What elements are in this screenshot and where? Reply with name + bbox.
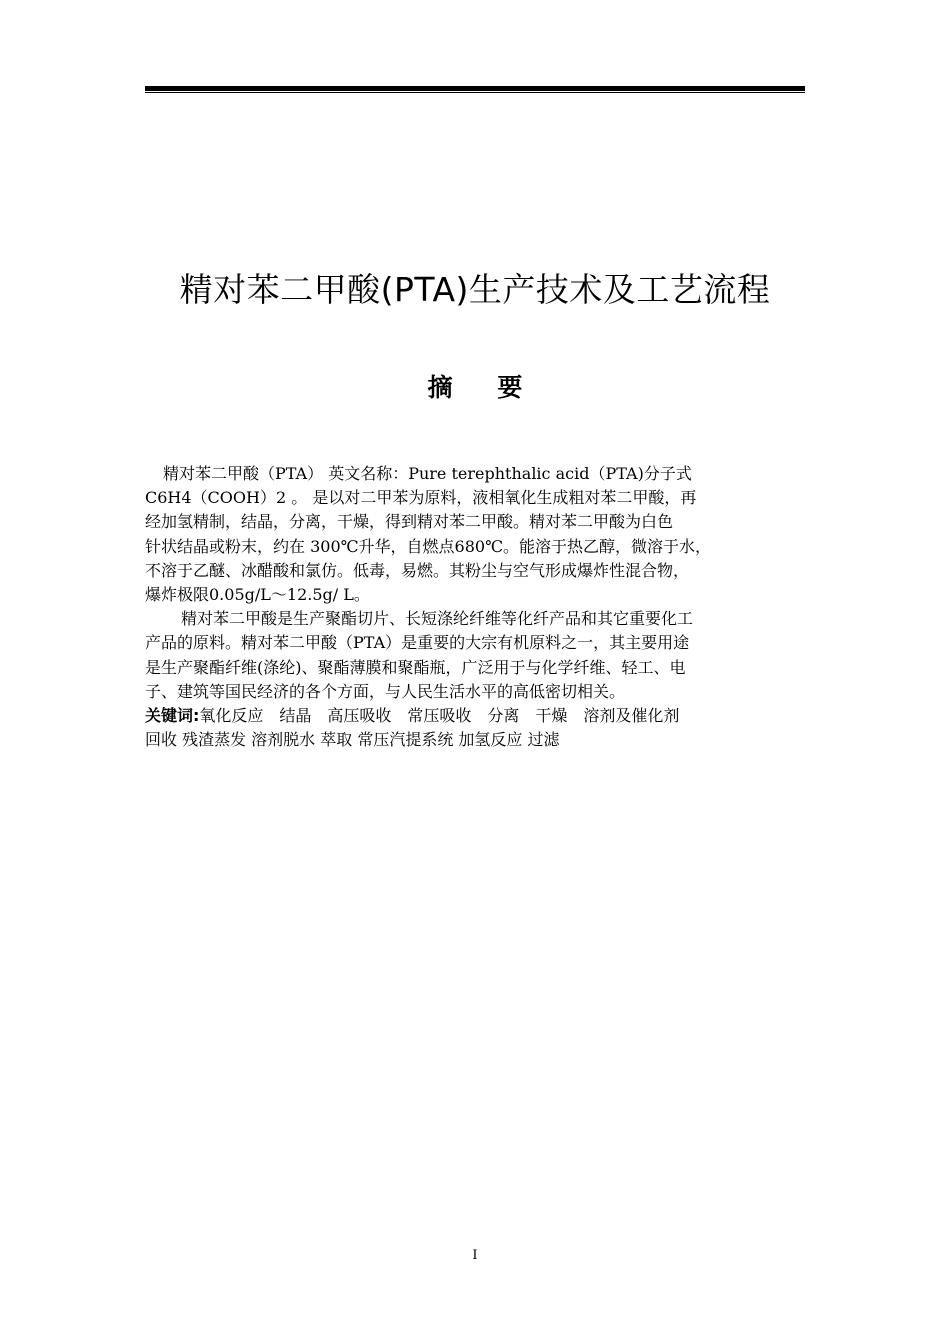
abstract-heading: 摘 要 bbox=[427, 373, 541, 402]
abstract-line: 子、建筑等国民经济的各个方面，与人民生活水平的高低密切相关。 bbox=[145, 681, 626, 701]
abstract-line: 爆炸极限0.05g/L～12.5g/ L。 bbox=[145, 585, 370, 605]
abstract-line: 经加氢精制，结晶，分离，干燥，得到精对苯二甲酸。精对苯二甲酸为白色 bbox=[145, 512, 674, 532]
keywords-label: 关键词: bbox=[145, 706, 200, 726]
document-title: 精对苯二甲酸(PTA)生产技术及工艺流程 bbox=[179, 270, 771, 309]
keywords-line: 回收 残渣蒸发 溶剂脱水 萃取 常压汽提系统 加氢反应 过滤 bbox=[145, 730, 560, 750]
abstract-line: 是生产聚酯纤维(涤纶)、聚酯薄膜和聚酯瓶，广泛用于与化学纤维、轻工、电 bbox=[145, 657, 686, 677]
abstract-line: 产品的原料。精对苯二甲酸（PTA）是重要的大宗有机原料之一，其主要用途 bbox=[145, 633, 690, 653]
abstract-line: 针状结晶或粉末，约在 300℃升华，自燃点680℃。能溶于热乙醇，微溶于水， bbox=[145, 536, 711, 556]
keywords-line bbox=[145, 704, 810, 728]
page-number: I bbox=[472, 1248, 478, 1263]
abstract-line: 精对苯二甲酸是生产聚酯切片、长短涤纶纤维等化纤产品和其它重要化工 bbox=[181, 609, 694, 629]
abstract-line: 不溶于乙醚、冰醋酸和氯仿。低毒，易燃。其粉尘与空气形成爆炸性混合物， bbox=[145, 560, 690, 580]
abstract-body bbox=[145, 462, 810, 752]
abstract-line: C6H4（COOH）2 。 是以对二甲苯为原料，液相氧化生成粗对苯二甲酸，再 bbox=[145, 488, 697, 508]
header-rule bbox=[145, 86, 805, 93]
abstract-line: 精对苯二甲酸（PTA） 英文名称：Pure terephthalic acid（PTA)分子式 bbox=[163, 464, 692, 483]
keywords-list: 氧化反应 结晶 高压吸收 常压吸收 分离 干燥 溶剂及催化剂 bbox=[199, 706, 680, 726]
